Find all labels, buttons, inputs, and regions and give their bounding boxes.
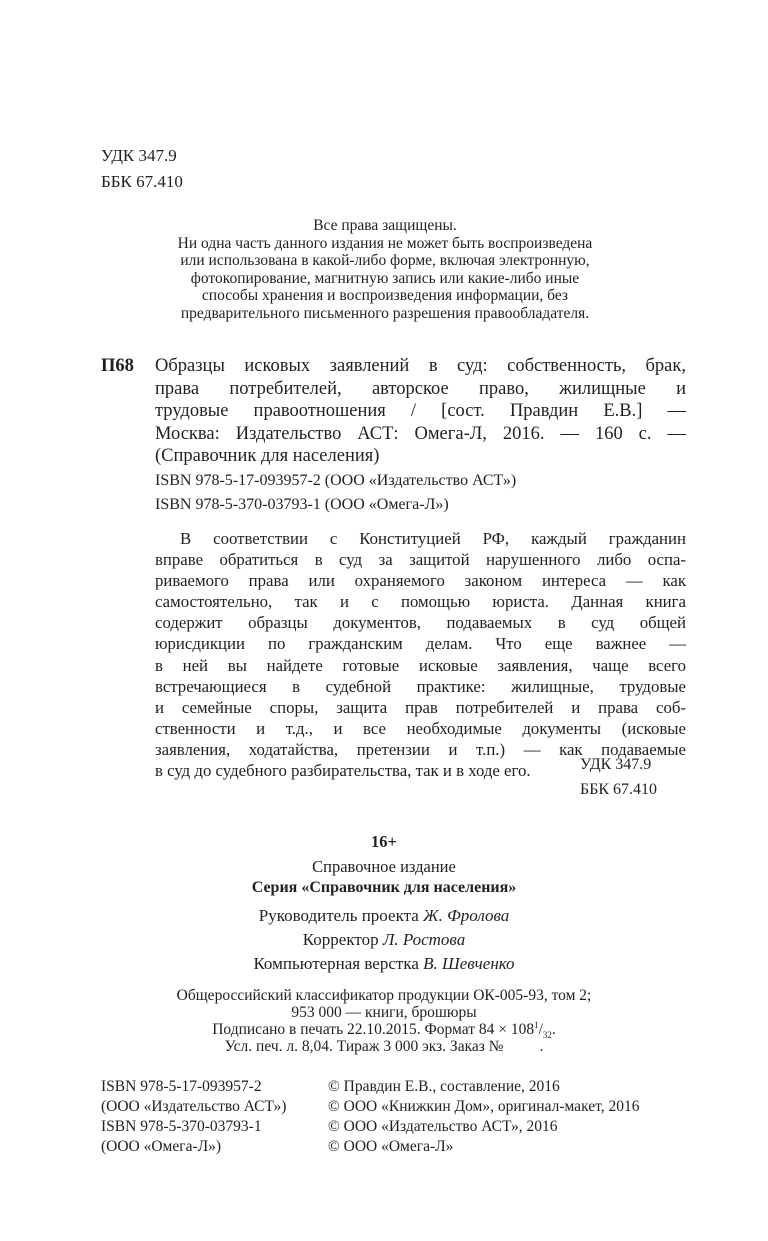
isbn-ast: ISBN 978-5-17-093957-2 (ООО «Издательство АСТ») bbox=[155, 472, 517, 489]
classifier-line: Общероссийский классификатор продукции ОК-005-93, том 2; bbox=[176, 987, 592, 1004]
rights-line: предварительного письменного разрешения правообладателя. bbox=[180, 304, 590, 322]
copyright-isbn: ISBN 978-5-370-03793-1 bbox=[101, 1118, 262, 1135]
biblio-line: (Справочник для населения) bbox=[155, 446, 380, 466]
rights-line: Все права защищены. bbox=[313, 217, 457, 234]
copyright-holder: © Правдин Е.В., составление, 2016 bbox=[328, 1078, 560, 1095]
biblio-line: трудовые правоотношения / [сост. Правдин Е.В.] — bbox=[155, 401, 686, 421]
signed-text: Подписано в печать 22.10.2015. Формат 84 × 108 bbox=[212, 1021, 535, 1038]
rights-line: Ни одна часть данного издания не может быть воспроизведена bbox=[177, 234, 593, 252]
annotation-bbk: ББК 67.410 bbox=[580, 781, 658, 798]
biblio-line: Москва: Издательство АСТ: Омега-Л, 2016. — 160 с. — bbox=[155, 423, 686, 444]
copyright-publisher: (ООО «Омега-Л») bbox=[101, 1138, 222, 1155]
annotation-line: в суд до судебного разбирательства, так и в ходе его. bbox=[155, 761, 531, 781]
copyright-isbn: ISBN 978-5-17-093957-2 bbox=[101, 1078, 262, 1095]
format-slash: / bbox=[538, 1021, 543, 1038]
rights-notice bbox=[120, 217, 650, 322]
annotation-line: юрисдикции по гражданским делам. Что еще важнее — bbox=[155, 634, 686, 654]
annotation-line: самостоятельно, так и с помощью юриста. Данная книга bbox=[155, 592, 686, 612]
annotation-line: содержит образцы документов, подаваемых в суд общей bbox=[155, 613, 686, 633]
bbk-code: ББК 67.410 bbox=[101, 172, 183, 191]
annotation-line: ственности и т.д., и все необходимые документы (исковые bbox=[155, 718, 686, 738]
age-rating: 16+ bbox=[371, 832, 397, 851]
udk-code: УДК 347.9 bbox=[101, 146, 177, 165]
annotation bbox=[155, 528, 686, 781]
format-numerator: 1 bbox=[534, 1019, 539, 1030]
isbn-omega: ISBN 978-5-370-03793-1 (ООО «Омега-Л») bbox=[155, 496, 449, 513]
rights-line: или использована в какой-либо форме, включая электронную, bbox=[180, 252, 590, 269]
copyright-holder: © ООО «Омега-Л» bbox=[328, 1138, 454, 1155]
annotation-line: и семейные споры, защита прав потребителей и права соб- bbox=[155, 697, 686, 717]
staff-name: Ж. Фролова bbox=[423, 906, 510, 925]
print-sheets-end: . bbox=[539, 1038, 544, 1055]
author-code: П68 bbox=[101, 356, 134, 376]
staff-role: Корректор bbox=[302, 930, 379, 949]
staff-layout bbox=[0, 954, 768, 974]
edition-type: Справочное издание bbox=[312, 857, 456, 876]
annotation-line: В соответствии с Конституцией РФ, каждый гражданин bbox=[180, 529, 686, 548]
staff-name: Л. Ростова bbox=[382, 930, 466, 949]
staff-role: Компьютерная верстка bbox=[253, 954, 419, 973]
biblio-line: Образцы исковых заявлений в суд: собственность, брак, bbox=[155, 356, 686, 376]
annotation-udk: УДК 347.9 bbox=[580, 756, 652, 773]
staff-role: Руководитель проекта bbox=[258, 906, 419, 925]
staff-proofreader bbox=[0, 930, 768, 950]
biblio-line: права потребителей, авторское право, жилищные и bbox=[155, 378, 686, 399]
copyright-holder: © ООО «Книжкин Дом», оригинал-макет, 2016 bbox=[328, 1098, 640, 1115]
rights-line: способы хранения и воспроизведения информации, без bbox=[201, 287, 569, 304]
staff-name: В. Шевченко bbox=[423, 954, 515, 973]
format-end: . bbox=[551, 1021, 556, 1038]
annotation-line: риваемого права или охраняемого законом интереса — как bbox=[155, 571, 686, 591]
classifier-line: 953 000 — книги, брошюры bbox=[291, 1004, 477, 1021]
format-denominator: 32 bbox=[542, 1030, 552, 1041]
rights-line: фотокопирование, магнитную запись или какие-либо иные bbox=[190, 269, 580, 287]
staff-project-lead bbox=[0, 906, 768, 926]
copyright-holder: © ООО «Издательство АСТ», 2016 bbox=[328, 1118, 558, 1135]
series-title: Серия «Справочник для населения» bbox=[251, 879, 517, 896]
annotation-line: встречающиеся в судебной практике: жилищные, трудовые bbox=[155, 676, 686, 696]
annotation-line: вправе обратиться в суд за защитой нарушенного либо оспа- bbox=[155, 550, 686, 570]
annotation-line: заявления, ходатайства, претензии и т.п.) — как подаваемые bbox=[155, 739, 686, 759]
signed-to-print bbox=[0, 1021, 768, 1039]
copyright-publisher: (ООО «Издательство АСТ») bbox=[101, 1098, 287, 1115]
print-sheets bbox=[0, 1038, 768, 1056]
bibliographic-description bbox=[155, 355, 686, 468]
print-sheets-text: Усл. печ. л. 8,04. Тираж 3 000 экз. Заказ № bbox=[224, 1038, 504, 1055]
annotation-line: в ней вы найдете готовые исковые заявления, чаще всего bbox=[155, 655, 686, 675]
